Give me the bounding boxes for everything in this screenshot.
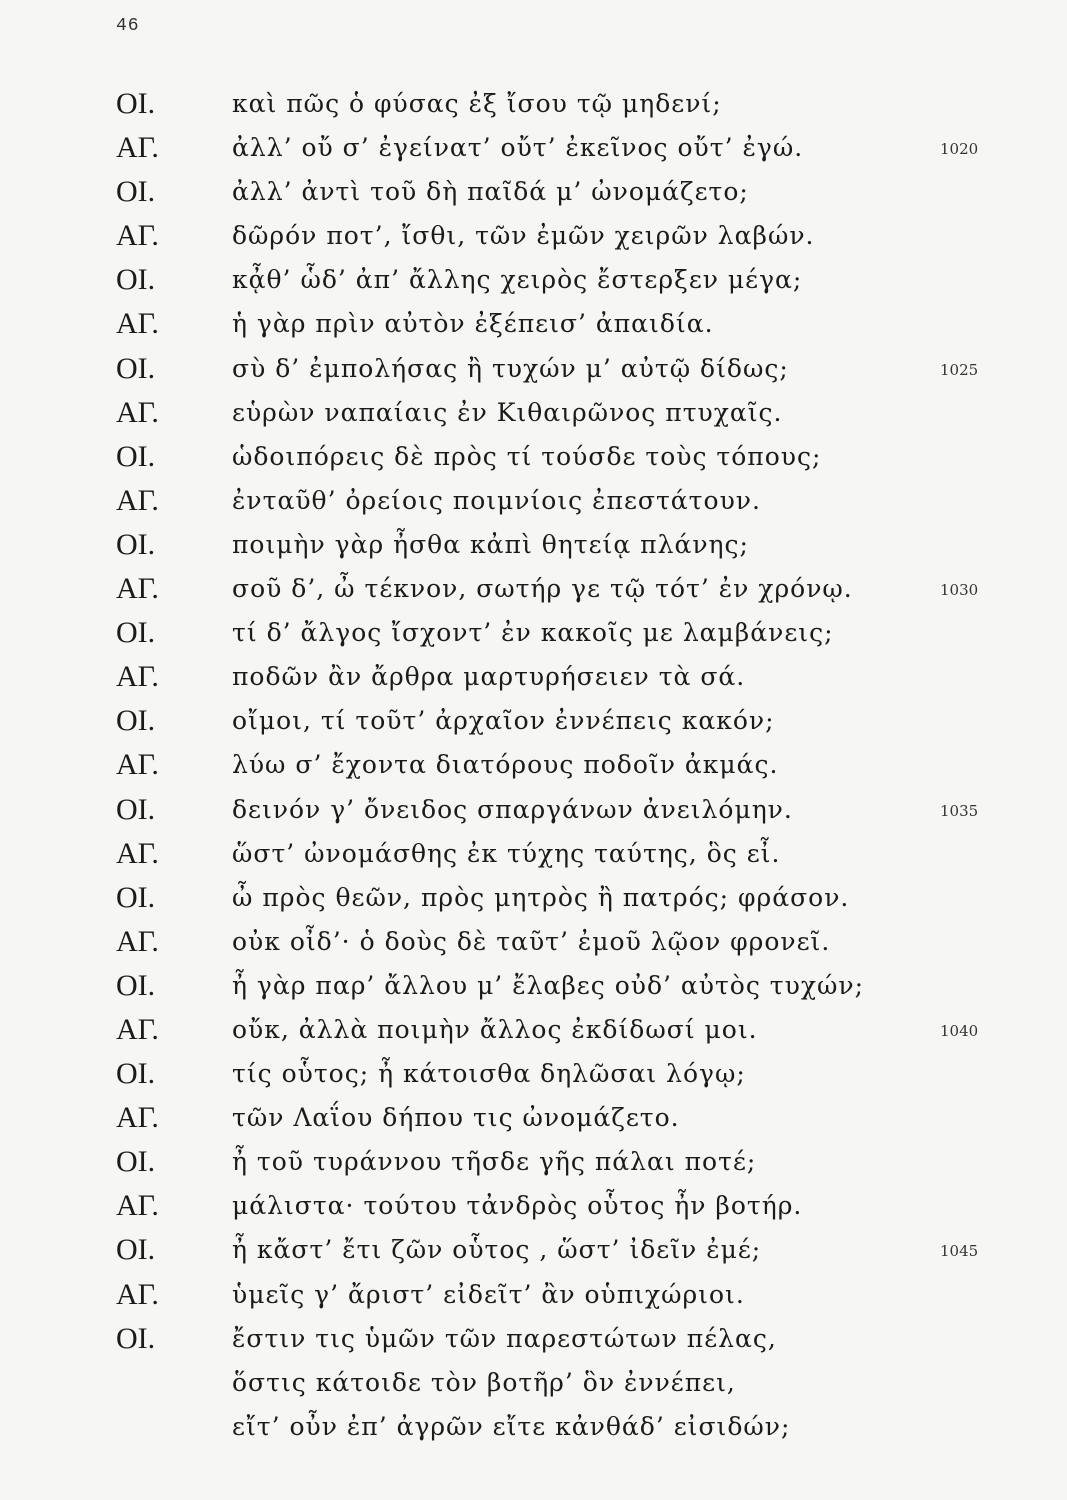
verse-text: εἴτ’ οὖν ἐπ’ ἀγρῶν εἴτε κἀνθάδ’ εἰσιδών; bbox=[232, 1411, 791, 1441]
verse-line bbox=[0, 1365, 1067, 1409]
speaker-label: ΑΓ. bbox=[116, 307, 159, 341]
line-number: 1045 bbox=[940, 1242, 979, 1261]
speaker-label: ΟΙ. bbox=[116, 1233, 156, 1267]
speaker-label: ΟΙ. bbox=[116, 87, 156, 120]
speaker-label: ΑΓ. bbox=[116, 483, 159, 517]
speaker-label: ΟΙ. bbox=[116, 263, 156, 297]
speaker-label: ΟΙ. bbox=[116, 175, 156, 209]
verse-line bbox=[0, 1232, 1067, 1276]
line-number: 1025 bbox=[940, 360, 979, 379]
verse-line bbox=[0, 351, 1067, 395]
speaker-label: ΟΙ. bbox=[116, 439, 156, 473]
speaker-label: ΑΓ. bbox=[116, 660, 159, 694]
verse-line bbox=[0, 527, 1067, 571]
speaker-label: ΑΓ. bbox=[116, 219, 159, 253]
speaker-label: ΟΙ. bbox=[116, 704, 156, 738]
verse-text: σὺ δ’ ἐμπολήσας ἢ τυχών μ’ αὐτῷ δίδως; bbox=[232, 353, 789, 383]
verse-line bbox=[0, 1144, 1067, 1188]
verse-line bbox=[0, 1277, 1067, 1321]
speaker-label: ΟΙ. bbox=[116, 1057, 156, 1091]
speaker-label: ΑΓ. bbox=[116, 1101, 159, 1135]
verse-line bbox=[0, 1321, 1067, 1365]
speaker-label: ΑΓ. bbox=[116, 1277, 159, 1311]
verse-text: ἦ κἄστ’ ἔτι ζῶν οὗτος , ὥστ’ ἰδεῖν ἐμέ; bbox=[232, 1235, 762, 1265]
speaker-label: ΟΙ. bbox=[116, 880, 156, 914]
verse-text: ὑμεῖς γ’ ἄριστ’ εἰδεῖτ’ ἂν οὑπιχώριοι. bbox=[232, 1279, 745, 1309]
verse-text: ἀλλ’ οὔ σ’ ἐγείνατ’ οὔτ’ ἐκεῖνος οὔτ’ ἐγώ. bbox=[232, 133, 804, 163]
verse-text: σοῦ δ’, ὦ τέκνον, σωτήρ γε τῷ τότ’ ἐν χρόνῳ. bbox=[232, 574, 853, 604]
verse-text: ὥστ’ ὠνομάσθης ἐκ τύχης ταύτης, ὃς εἶ. bbox=[232, 838, 781, 868]
speaker-label: ΑΓ. bbox=[116, 1012, 159, 1046]
verse-text: ὅστις κάτοιδε τὸν βοτῆρ’ ὃν ἐννέπει, bbox=[232, 1367, 736, 1397]
verse-text: καὶ πῶς ὁ φύσας ἐξ ἴσου τῷ μηδενί; bbox=[232, 89, 722, 118]
verse-text: οὐκ οἶδ’· ὁ δοὺς δὲ ταῦτ’ ἐμοῦ λῷον φρονεῖ. bbox=[232, 926, 831, 956]
verse-line bbox=[0, 130, 1067, 174]
speaker-label: ΑΓ. bbox=[116, 572, 159, 606]
speaker-label: ΑΓ. bbox=[116, 836, 159, 870]
verse-line bbox=[0, 218, 1067, 262]
verse-line bbox=[0, 924, 1067, 968]
verse-line bbox=[0, 571, 1067, 615]
verse-line bbox=[0, 792, 1067, 836]
verse-line bbox=[0, 262, 1067, 306]
verse-text: τῶν Λαΐου δήπου τις ὠνομάζετο. bbox=[232, 1103, 680, 1133]
speaker-label: ΑΓ. bbox=[116, 924, 159, 958]
speaker-label: ΑΓ. bbox=[116, 1189, 159, 1223]
verse-text: ἦ γὰρ παρ’ ἄλλου μ’ ἔλαβες οὐδ’ αὐτὸς τυχών; bbox=[232, 970, 864, 1000]
verse-line bbox=[0, 483, 1067, 527]
speaker-label: ΑΓ. bbox=[116, 395, 159, 429]
verse-text: οὔκ, ἀλλὰ ποιμὴν ἄλλος ἐκδίδωσί μοι. bbox=[232, 1014, 758, 1044]
verse-line bbox=[0, 1056, 1067, 1100]
verse-text: ἐνταῦθ’ ὀρείοις ποιμνίοις ἐπεστάτουν. bbox=[232, 485, 761, 515]
verse-line bbox=[0, 1100, 1067, 1144]
verse-line bbox=[0, 1012, 1067, 1056]
verse-line bbox=[0, 439, 1067, 483]
verse-list bbox=[0, 86, 1067, 1453]
verse-text: ἡ γὰρ πρὶν αὐτὸν ἐξέπεισ’ ἀπαιδία. bbox=[232, 309, 714, 339]
verse-text: λύω σ’ ἔχοντα διατόρους ποδοῖν ἀκμάς. bbox=[232, 750, 779, 780]
verse-line bbox=[0, 747, 1067, 791]
speaker-label: ΟΙ. bbox=[116, 616, 156, 650]
verse-line bbox=[0, 836, 1067, 880]
speaker-label: ΟΙ. bbox=[116, 527, 156, 561]
verse-text: κᾆθ’ ὧδ’ ἀπ’ ἄλλης χειρὸς ἔστερξεν μέγα; bbox=[232, 265, 803, 295]
speaker-label: ΟΙ. bbox=[116, 1145, 156, 1179]
line-number: 1030 bbox=[940, 581, 979, 600]
line-number: 1020 bbox=[940, 140, 979, 159]
line-number: 1035 bbox=[940, 801, 979, 820]
speaker-label: ΟΙ. bbox=[116, 351, 156, 385]
line-number: 1040 bbox=[940, 1021, 979, 1040]
verse-text: εὑρὼν ναπαίαις ἐν Κιθαιρῶνος πτυχαῖς. bbox=[232, 397, 783, 427]
verse-text: ὡδοιπόρεις δὲ πρὸς τί τούσδε τοὺς τόπους; bbox=[232, 441, 822, 471]
verse-text: ὦ πρὸς θεῶν, πρὸς μητρὸς ἢ πατρός; φράσον. bbox=[232, 882, 850, 912]
verse-text: ἦ τοῦ τυράννου τῆσδε γῆς πάλαι ποτέ; bbox=[232, 1147, 757, 1177]
speaker-label: ΟΙ. bbox=[116, 792, 156, 826]
speaker-label: ΟΙ. bbox=[116, 1321, 156, 1355]
verse-line bbox=[0, 174, 1067, 218]
verse-line bbox=[0, 306, 1067, 350]
verse-line bbox=[0, 615, 1067, 659]
verse-text: ποδῶν ἂν ἄρθρα μαρτυρήσειεν τὰ σά. bbox=[232, 662, 746, 692]
verse-text: ἔστιν τις ὑμῶν τῶν παρεστώτων πέλας, bbox=[232, 1323, 777, 1353]
page-number: 46 bbox=[116, 16, 140, 36]
verse-text: δῶρόν ποτ’, ἴσθι, τῶν ἐμῶν χειρῶν λαβών. bbox=[232, 221, 815, 251]
verse-line bbox=[0, 659, 1067, 703]
verse-line bbox=[0, 1188, 1067, 1232]
speaker-label: ΑΓ. bbox=[116, 748, 159, 782]
verse-line bbox=[0, 880, 1067, 924]
verse-text: ποιμὴν γὰρ ἦσθα κἀπὶ θητείᾳ πλάνης; bbox=[232, 529, 749, 559]
verse-text: τί δ’ ἄλγος ἴσχοντ’ ἐν κακοῖς με λαμβάνεις; bbox=[232, 618, 834, 648]
verse-line bbox=[0, 703, 1067, 747]
speaker-label: ΟΙ. bbox=[116, 968, 156, 1002]
verse-line bbox=[0, 1409, 1067, 1453]
verse-line bbox=[0, 968, 1067, 1012]
verse-line bbox=[0, 395, 1067, 439]
verse-line bbox=[0, 86, 1067, 130]
verse-text: δεινόν γ’ ὄνειδος σπαργάνων ἀνειλόμην. bbox=[232, 794, 793, 824]
verse-text: ἀλλ’ ἀντὶ τοῦ δὴ παῖδά μ’ ὠνομάζετο; bbox=[232, 177, 749, 207]
verse-text: μάλιστα· τούτου τἀνδρὸς οὗτος ἦν βοτήρ. bbox=[232, 1191, 803, 1221]
verse-text: τίς οὗτος; ἦ κάτοισθα δηλῶσαι λόγῳ; bbox=[232, 1059, 746, 1089]
verse-text: οἴμοι, τί τοῦτ’ ἀρχαῖον ἐννέπεις κακόν; bbox=[232, 706, 775, 736]
speaker-label: ΑΓ. bbox=[116, 131, 159, 165]
